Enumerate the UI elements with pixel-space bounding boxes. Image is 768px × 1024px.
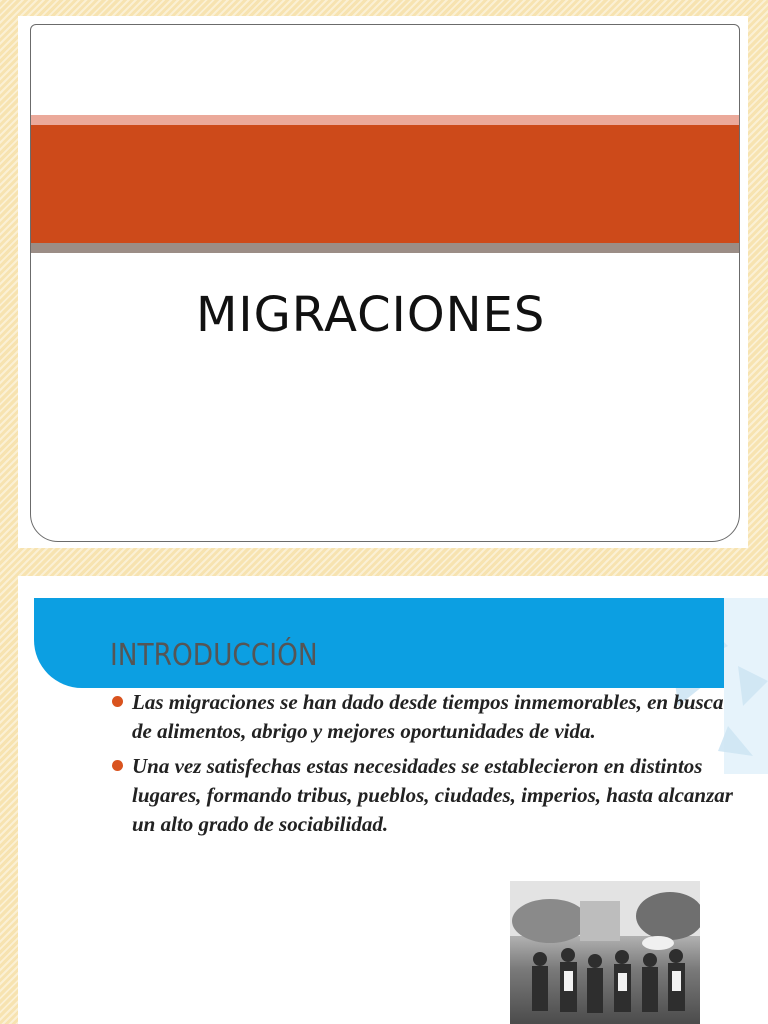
intro-slide [18, 576, 768, 1024]
bullet-text: Una vez satisfechas estas necesidades se establecieron en distintos lugares, formando tribus, pueblos, ciudades, imperios, hasta alcanzar un alto grado de sociabilidad. [132, 754, 733, 836]
accent-band-top [31, 115, 739, 125]
bullet-item [110, 688, 740, 746]
slide-heading: INTRODUCCIÓN [110, 638, 318, 673]
title-slide [18, 16, 748, 548]
bullet-dot-icon [112, 696, 123, 707]
accent-band-bottom [31, 243, 739, 253]
accent-band [31, 125, 739, 243]
migrants-photo [510, 881, 700, 1024]
bullet-text: Las migraciones se han dado desde tiempos inmemorables, en busca de alimentos, abrigo y mejores oportunidades de vida. [132, 690, 724, 743]
photo-illustration [510, 881, 700, 1024]
bullet-item [110, 752, 740, 839]
bullet-dot-icon [112, 760, 123, 771]
slide-title: MIGRACIONES [196, 287, 546, 343]
bullet-list [110, 688, 740, 845]
title-slide-frame [30, 24, 740, 542]
